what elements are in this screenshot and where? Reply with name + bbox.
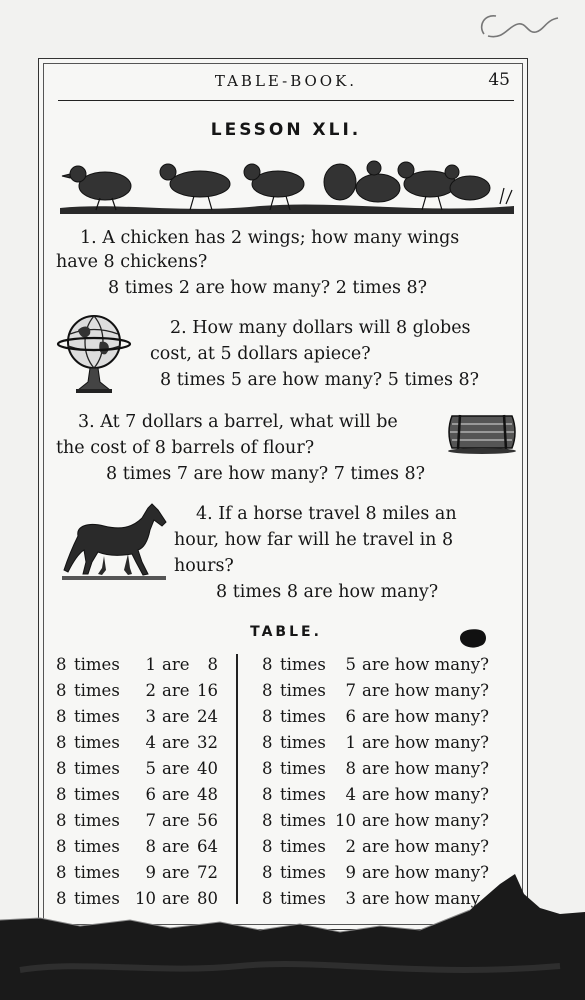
table-are-word: are: [162, 863, 190, 882]
table-how-many: are how many?: [362, 733, 489, 752]
chickens-icon: [60, 154, 514, 220]
table-multiplier: 1: [345, 733, 356, 752]
table-row: [262, 808, 489, 834]
table-product: 32: [197, 733, 218, 752]
table-times-word: times: [74, 733, 120, 752]
ink-blot-icon: [456, 626, 490, 650]
table-multiplicand: 8: [56, 681, 67, 700]
table-row: [262, 782, 489, 808]
table-how-many: are how many?: [362, 655, 489, 674]
table-multiplicand: 8: [262, 733, 273, 752]
table-row: [262, 834, 489, 860]
table-row: [56, 756, 218, 782]
table-how-many: are how many?: [362, 707, 489, 726]
table-multiplier: 4: [345, 785, 356, 804]
table-multiplier: 8: [145, 837, 156, 856]
table-multiplier: 2: [345, 837, 356, 856]
table-how-many: are how many: [362, 889, 481, 908]
problem-1-line-2: have 8 chickens?: [56, 252, 208, 272]
table-multiplicand: 8: [262, 863, 273, 882]
table-multiplier: 5: [145, 759, 156, 778]
table-how-many: are how many?: [362, 759, 489, 778]
table-multiplicand: 8: [56, 733, 67, 752]
table-multiplier: 9: [345, 863, 356, 882]
table-times-word: times: [280, 707, 326, 726]
table-multiplicand: 8: [262, 759, 273, 778]
table-multiplier: 7: [345, 681, 356, 700]
table-times-word: times: [280, 889, 326, 908]
table-are-word: are: [162, 785, 190, 804]
table-multiplier: 6: [345, 707, 356, 726]
table-multiplicand: 8: [262, 655, 273, 674]
table-product: 56: [197, 811, 218, 830]
table-divider: [236, 654, 238, 904]
table-row: [262, 678, 489, 704]
table-multiplicand: 8: [56, 863, 67, 882]
table-multiplier: 5: [345, 655, 356, 674]
table-times-word: times: [280, 655, 326, 674]
problem-1-question: 8 times 2 are how many? 2 times 8?: [108, 278, 428, 298]
problem-3-question: 8 times 7 are how many? 7 times 8?: [106, 464, 426, 484]
running-head: [58, 66, 514, 101]
table-product: 48: [197, 785, 218, 804]
barrel-icon: [446, 410, 518, 454]
table-multiplier: 9: [145, 863, 156, 882]
table-are-word: are: [162, 889, 190, 908]
table-how-many: are how many?: [362, 811, 489, 830]
problem-4-question: 8 times 8 are how many?: [216, 582, 439, 602]
table-times-word: times: [280, 837, 326, 856]
table-how-many: are how many?: [362, 681, 489, 700]
problem-4-line-1: 4. If a horse travel 8 miles an: [196, 504, 457, 524]
table-row: [56, 834, 218, 860]
table-multiplicand: 8: [56, 785, 67, 804]
table-row: [262, 652, 489, 678]
table-multiplier: 3: [345, 889, 356, 908]
table-row: [56, 808, 218, 834]
problem-3-line-2: the cost of 8 barrels of flour?: [56, 438, 315, 458]
table-multiplicand: 8: [262, 837, 273, 856]
table-multiplicand: 8: [56, 707, 67, 726]
table-multiplier: 4: [145, 733, 156, 752]
table-multiplicand: 8: [262, 681, 273, 700]
table-are-word: are: [162, 811, 190, 830]
table-times-word: times: [74, 863, 120, 882]
problem-2-line-2: cost, at 5 dollars apiece?: [150, 344, 371, 364]
table-multiplicand: 8: [56, 759, 67, 778]
globe-icon: [56, 312, 132, 396]
table-times-word: times: [74, 707, 120, 726]
table-row: [56, 678, 218, 704]
table-are-word: are: [162, 681, 190, 700]
table-how-many: are how many?: [362, 837, 489, 856]
table-row: [56, 782, 218, 808]
table-multiplicand: 8: [262, 785, 273, 804]
lesson-title: LESSON XLI.: [210, 120, 362, 140]
table-times-word: times: [280, 863, 326, 882]
table-row: [262, 730, 489, 756]
table-product: 24: [197, 707, 218, 726]
table-multiplicand: 8: [262, 889, 273, 908]
pencil-scribble-icon: [474, 6, 564, 44]
table-product: 64: [197, 837, 218, 856]
table-row: [56, 704, 218, 730]
page-number: 45: [488, 70, 510, 90]
table-times-word: times: [74, 785, 120, 804]
table-times-word: times: [280, 681, 326, 700]
table-multiplicand: 8: [56, 889, 67, 908]
table-product: 40: [197, 759, 218, 778]
problem-1-line-1: 1. A chicken has 2 wings; how many wings: [80, 228, 460, 248]
table-multiplicand: 8: [56, 811, 67, 830]
table-multiplier: 8: [345, 759, 356, 778]
table-multiplier: 1: [145, 655, 156, 674]
problem-4-line-2: hour, how far will he travel in 8: [174, 530, 454, 550]
problem-2-question: 8 times 5 are how many? 5 times 8?: [160, 370, 480, 390]
table-times-word: times: [74, 681, 120, 700]
table-times-word: times: [74, 837, 120, 856]
table-times-word: times: [280, 733, 326, 752]
running-title: TABLE-BOOK.: [214, 72, 358, 90]
table-are-word: are: [162, 707, 190, 726]
table-multiplicand: 8: [262, 707, 273, 726]
table-times-word: times: [74, 811, 120, 830]
table-times-word: times: [280, 759, 326, 778]
table-product: 80: [197, 889, 218, 908]
table-row: [262, 756, 489, 782]
table-multiplier: 10: [135, 889, 156, 908]
table-how-many: are how many?: [362, 785, 489, 804]
problem-4-line-3: hours?: [174, 556, 234, 576]
problem-2-line-1: 2. How many dollars will 8 globes: [170, 318, 471, 338]
table-product: 72: [197, 863, 218, 882]
table-row: [262, 704, 489, 730]
table-multiplier: 2: [145, 681, 156, 700]
table-are-word: are: [162, 759, 190, 778]
table-multiplicand: 8: [56, 837, 67, 856]
table-times-word: times: [280, 811, 326, 830]
table-row: [56, 730, 218, 756]
torn-page-edge: [0, 870, 585, 1000]
table-product: 16: [197, 681, 218, 700]
table-multiplicand: 8: [56, 655, 67, 674]
table-product: 8: [207, 655, 218, 674]
table-row: [56, 652, 218, 678]
problem-3-line-1: 3. At 7 dollars a barrel, what will be: [78, 412, 398, 432]
table-times-word: times: [74, 889, 120, 908]
table-how-many: are how many?: [362, 863, 489, 882]
table-multiplier: 10: [335, 811, 356, 830]
table-multiplier: 7: [145, 811, 156, 830]
table-are-word: are: [162, 837, 190, 856]
table-multiplier: 3: [145, 707, 156, 726]
table-multiplier: 6: [145, 785, 156, 804]
table-title: TABLE.: [250, 624, 322, 640]
table-times-word: times: [280, 785, 326, 804]
table-times-word: times: [74, 655, 120, 674]
table-are-word: are: [162, 733, 190, 752]
table-are-word: are: [162, 655, 190, 674]
horse-icon: [58, 500, 170, 582]
table-multiplicand: 8: [262, 811, 273, 830]
table-times-word: times: [74, 759, 120, 778]
